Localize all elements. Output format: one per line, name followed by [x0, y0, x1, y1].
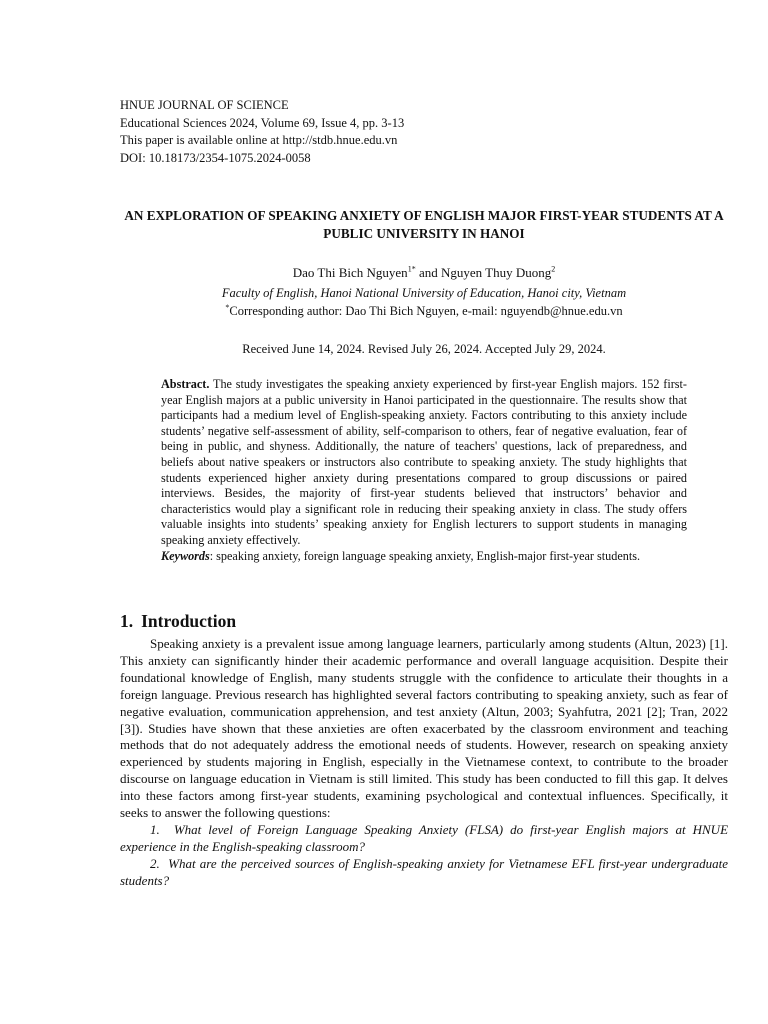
- author-1-superscript: 1*: [407, 264, 416, 274]
- author-conjunction: and: [415, 265, 441, 280]
- research-question-2-number: 2.: [150, 855, 160, 871]
- abstract-paragraph: [161, 377, 687, 549]
- paper-title: AN EXPLORATION OF SPEAKING ANXIETY OF ENGLISH MAJOR FIRST-YEAR STUDENTS AT A PUBLIC UNIVERSITY IN HANOI: [124, 208, 724, 241]
- journal-header: [120, 97, 404, 167]
- publication-dates: Received June 14, 2024. Revised July 26, 2024. Accepted July 29, 2024.: [242, 342, 606, 356]
- author-2: Nguyen Thuy Duong: [440, 265, 552, 280]
- abstract-text: The study investigates the speaking anxiety experienced by first-year English majors. 152 first-year English majors at a public university in Hanoi participated in the questionnaire. The results show that participants had a medium level of English-speaking anxiety. Factors contributing to this anxiety include students’ negative self-assessment of ability, self-comparison to others, fear of negative evaluation, fear of being in public, and shyness. Additionally, the nature of teachers' questions, lack of preparedness, and beliefs about native speakers or instructors also contribute to speaking anxiety. The study highlights that students experienced higher anxiety during presentations compared to group discussions or paired interviews. Besides, the majority of first-year students believed that instructors’ behavior and characteristics would play a significant role in reducing their speaking anxiety in class. The study offers valuable insights into students’ speaking anxiety for English lecturers to support students in managing speaking anxiety effectively.: [161, 377, 687, 547]
- author-line: [0, 264, 768, 282]
- journal-doi: DOI: 10.18173/2354-1075.2024-0058: [120, 150, 311, 165]
- corresponding-text: Corresponding author: Dao Thi Bich Nguyen, e-mail: nguyendb@hnue.edu.vn: [229, 304, 623, 318]
- journal-name: HNUE JOURNAL OF SCIENCE: [120, 98, 289, 112]
- research-question-2: [120, 856, 728, 890]
- keywords-text: : speaking anxiety, foreign language speaking anxiety, English-major first-year students.: [209, 548, 641, 563]
- intro-paragraph: Speaking anxiety is a prevalent issue among language learners, particularly among students (Altun, 2023) [1]. This anxiety can significantly hinder their academic performance and overall language acquisition. Despite their foundational knowledge of English, many students struggle with the confidence to articulate their thoughts in a foreign language. Previous research has highlighted several factors contributing to speaking anxiety, such as fear of negative evaluation, communication apprehension, and test anxiety (Altun, 2003; Syahfutra, 2021 [2]; Tran, 2022 [3]). Studies have shown that these anxieties are often exacerbated by the classroom environment and teaching methods that do not adequately address the emotional needs of students. However, research on speaking anxiety experienced by students majoring in English, especially in the Vietnamese context, to contribute to the broader discourse on language education in Vietnam is still limited. This study has been conducted to fill this gap. It delves into these factors among first-year students, examining psychological and contextual influences. Specifically, it seeks to answer the following questions:: [120, 636, 728, 821]
- research-question-1: [120, 822, 728, 856]
- section-heading: [120, 610, 236, 632]
- journal-availability: This paper is available online at http://stdb.hnue.edu.vn: [120, 133, 398, 147]
- abstract-block: [161, 377, 687, 564]
- research-question-1-number: 1.: [150, 821, 160, 837]
- section-number: 1.: [120, 611, 134, 631]
- corresponding-author: [0, 302, 768, 320]
- research-question-2-text: What are the perceived sources of English-speaking anxiety for Vietnamese EFL first-year undergraduate students?: [120, 855, 728, 888]
- keywords-paragraph: [161, 549, 687, 565]
- author-1: Dao Thi Bich Nguyen: [292, 265, 408, 280]
- research-question-1-text: What level of Foreign Language Speaking Anxiety (FLSA) do first-year English majors at HNUE experience in the English-speaking classroom?: [120, 821, 729, 854]
- affiliation: Faculty of English, Hanoi National University of Education, Hanoi city, Vietnam: [221, 286, 627, 300]
- abstract-label: Abstract.: [161, 377, 210, 391]
- section-title: Introduction: [141, 611, 237, 631]
- keywords-label: Keywords: [161, 548, 210, 563]
- corresponding-marker: *: [225, 302, 230, 312]
- introduction-body: [120, 636, 728, 890]
- author-2-superscript: 2: [551, 264, 556, 274]
- journal-issue: Educational Sciences 2024, Volume 69, Issue 4, pp. 3-13: [120, 115, 405, 130]
